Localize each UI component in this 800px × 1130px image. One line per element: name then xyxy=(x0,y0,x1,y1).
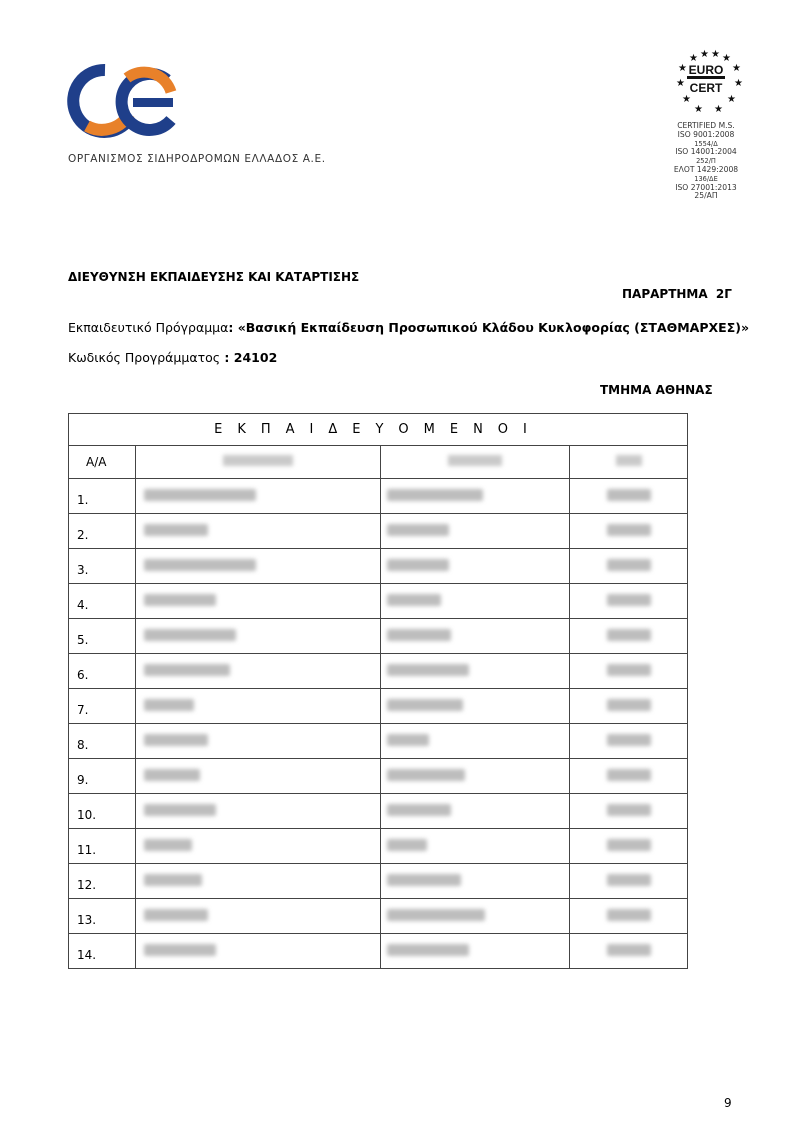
trainees-table xyxy=(68,413,688,969)
redaction-bar xyxy=(387,874,461,886)
redaction-bar xyxy=(387,699,463,711)
table-row xyxy=(69,794,688,829)
row-number-label: 1. xyxy=(77,493,89,507)
redaction-bar xyxy=(607,769,651,781)
redaction-bar xyxy=(387,664,469,676)
program-value: : «Βασική Εκπαίδευση Προσωπικού Κλάδου Κυκλοφορίας (ΣΤΑΘΜΑΡΧΕΣ)» xyxy=(228,320,750,335)
row-number-label: 8. xyxy=(77,738,89,752)
row-number-label: 6. xyxy=(77,668,89,682)
redacted-cell xyxy=(570,864,688,899)
redacted-cell xyxy=(136,759,381,794)
row-number xyxy=(69,584,136,619)
cert-line: ISO 14001:2004 xyxy=(675,147,737,157)
redacted-cell xyxy=(570,794,688,829)
redaction-bar xyxy=(144,629,236,641)
row-number-label: 10. xyxy=(77,808,97,822)
redacted-cell xyxy=(570,514,688,549)
redaction-bar xyxy=(144,874,202,886)
redacted-cell xyxy=(381,514,570,549)
eurocert-stars-badge-icon xyxy=(670,46,742,118)
redaction-bar xyxy=(387,804,451,816)
redaction-bar xyxy=(387,594,441,606)
redacted-cell xyxy=(570,759,688,794)
svg-text:CERT: CERT xyxy=(689,81,723,95)
row-number xyxy=(69,479,136,514)
redaction-bar xyxy=(387,559,449,571)
cert-line: CERTIFIED M.S. xyxy=(677,121,735,130)
redaction-bar xyxy=(607,839,651,851)
ose-logo-icon xyxy=(67,64,183,140)
column-header-redacted xyxy=(570,446,688,479)
row-number xyxy=(69,899,136,934)
redacted-cell xyxy=(570,829,688,864)
redacted-cell xyxy=(570,899,688,934)
redacted-cell xyxy=(570,479,688,514)
table-row xyxy=(69,864,688,899)
redaction-bar xyxy=(387,629,451,641)
redaction-bar xyxy=(144,594,216,606)
row-number-label: 3. xyxy=(77,563,89,577)
row-number-label: 13. xyxy=(77,913,97,927)
redaction-bar xyxy=(387,524,449,536)
table-row xyxy=(69,934,688,969)
program-code-label: Κωδικός Προγράμματος xyxy=(68,350,221,365)
table-row xyxy=(69,514,688,549)
table-row xyxy=(69,724,688,759)
redacted-cell xyxy=(381,619,570,654)
svg-text:★: ★ xyxy=(714,104,723,115)
table-row xyxy=(69,619,688,654)
redacted-cell xyxy=(381,829,570,864)
redacted-cell xyxy=(570,549,688,584)
cert-line: 136/ΔΕ xyxy=(694,174,718,183)
column-header-redacted xyxy=(381,446,570,479)
table-row xyxy=(69,479,688,514)
svg-text:★: ★ xyxy=(682,94,691,105)
redacted-cell xyxy=(570,689,688,724)
page-number: 9 xyxy=(724,1096,732,1110)
department-title: ΔΙΕΥΘΥΝΣΗ ΕΚΠΑΙΔΕΥΣΗΣ ΚΑΙ ΚΑΤΑΡΤΙΣΗΣ xyxy=(68,270,360,284)
program-code-value: : 24102 xyxy=(220,350,278,365)
redaction-bar xyxy=(144,769,200,781)
svg-text:EURO: EURO xyxy=(688,63,724,77)
column-header-redacted xyxy=(136,446,381,479)
svg-text:★: ★ xyxy=(694,104,703,115)
row-number-label: 11. xyxy=(77,843,97,857)
redacted-cell xyxy=(136,619,381,654)
certification-block xyxy=(664,46,748,201)
table-title: ΕΚΠΑΙΔΕΥΟΜΕΝΟΙ xyxy=(69,414,688,446)
redaction-bar xyxy=(607,664,651,676)
row-number xyxy=(69,549,136,584)
redaction-bar xyxy=(144,839,192,851)
redacted-cell xyxy=(136,829,381,864)
redacted-cell xyxy=(381,934,570,969)
redaction-bar xyxy=(607,699,651,711)
redacted-cell xyxy=(136,934,381,969)
redacted-cell xyxy=(136,549,381,584)
redaction-bar xyxy=(607,594,651,606)
redaction-bar xyxy=(387,734,429,746)
cert-line: ΕΛΟΤ 1429:2008 xyxy=(673,164,739,174)
redacted-cell xyxy=(136,724,381,759)
redacted-cell xyxy=(570,584,688,619)
redaction-bar xyxy=(607,489,651,501)
row-number xyxy=(69,689,136,724)
svg-text:★: ★ xyxy=(678,63,687,74)
program-code-line xyxy=(68,350,277,365)
redacted-cell xyxy=(136,794,381,829)
redacted-cell xyxy=(381,549,570,584)
row-number xyxy=(69,619,136,654)
redaction-bar xyxy=(607,909,651,921)
redaction-bar xyxy=(387,839,427,851)
cert-line: 25/ΑΠ xyxy=(694,191,718,201)
redaction-bar xyxy=(144,524,208,536)
svg-text:★: ★ xyxy=(689,53,698,64)
svg-text:★: ★ xyxy=(711,49,720,60)
row-number xyxy=(69,829,136,864)
svg-text:★: ★ xyxy=(722,53,731,64)
redacted-cell xyxy=(381,584,570,619)
row-number xyxy=(69,514,136,549)
redacted-cell xyxy=(381,864,570,899)
redaction-bar xyxy=(144,944,216,956)
redaction-bar xyxy=(607,629,651,641)
svg-text:★: ★ xyxy=(700,49,709,60)
redaction-bar xyxy=(144,804,216,816)
redacted-cell xyxy=(570,654,688,689)
row-number-label: 2. xyxy=(77,528,89,542)
redacted-cell xyxy=(136,864,381,899)
redaction-bar xyxy=(144,699,194,711)
redaction-bar xyxy=(387,944,469,956)
redacted-cell xyxy=(136,654,381,689)
redaction-bar xyxy=(607,874,651,886)
redaction-bar xyxy=(387,489,483,501)
program-label: Εκπαιδευτικό Πρόγραμμα xyxy=(68,320,229,335)
table-row xyxy=(69,899,688,934)
table-row xyxy=(69,759,688,794)
table-row xyxy=(69,829,688,864)
cert-line: ISO 27001:2013 xyxy=(675,182,737,192)
redacted-cell xyxy=(381,479,570,514)
row-number xyxy=(69,724,136,759)
cert-line: 1554/Δ xyxy=(694,139,718,148)
redacted-cell xyxy=(136,584,381,619)
redaction-bar xyxy=(607,944,651,956)
redaction-bar xyxy=(607,734,651,746)
row-number-label: 7. xyxy=(77,703,89,717)
redaction-bar xyxy=(387,909,485,921)
section-title: ΤΜΗΜΑ ΑΘΗΝΑΣ xyxy=(600,383,713,397)
cert-line: ISO 9001:2008 xyxy=(677,129,735,139)
row-number xyxy=(69,759,136,794)
redacted-cell xyxy=(381,654,570,689)
redacted-cell xyxy=(381,759,570,794)
redacted-cell xyxy=(570,934,688,969)
redaction-bar xyxy=(144,489,256,501)
organization-name: ΟΡΓΑΝΙΣΜΟΣ ΣΙΔΗΡΟΔΡΟΜΩΝ ΕΛΛΑΔΟΣ Α.Ε. xyxy=(68,153,326,165)
table-row xyxy=(69,689,688,724)
row-number xyxy=(69,934,136,969)
redacted-cell xyxy=(381,899,570,934)
redaction-bar xyxy=(144,734,208,746)
svg-text:★: ★ xyxy=(734,78,743,89)
annex-label: ΠΑΡΑΡΤΗΜΑ 2Γ xyxy=(622,287,732,301)
table-row xyxy=(69,654,688,689)
redaction-bar xyxy=(607,559,651,571)
row-number-label: 12. xyxy=(77,878,97,892)
table-row xyxy=(69,584,688,619)
row-number-label: 5. xyxy=(77,633,89,647)
row-number-label: 9. xyxy=(77,773,89,787)
redacted-cell xyxy=(136,689,381,724)
redaction-bar xyxy=(607,804,651,816)
redacted-cell xyxy=(381,794,570,829)
row-number-label: 4. xyxy=(77,598,89,612)
row-number xyxy=(69,864,136,899)
redaction-bar xyxy=(607,524,651,536)
redacted-cell xyxy=(570,724,688,759)
row-number xyxy=(69,794,136,829)
redacted-cell xyxy=(570,619,688,654)
redaction-bar xyxy=(387,769,465,781)
program-line xyxy=(68,320,749,335)
table-row xyxy=(69,549,688,584)
column-header-aa: Α/Α xyxy=(69,446,136,479)
redacted-cell xyxy=(381,724,570,759)
svg-text:★: ★ xyxy=(676,78,685,89)
redaction-bar xyxy=(144,909,208,921)
row-number-label: 14. xyxy=(77,948,97,962)
redacted-cell xyxy=(136,514,381,549)
redacted-cell xyxy=(136,479,381,514)
svg-text:★: ★ xyxy=(732,63,741,74)
svg-text:★: ★ xyxy=(727,94,736,105)
cert-line: 252/Π xyxy=(696,157,716,166)
redacted-cell xyxy=(381,689,570,724)
redacted-cell xyxy=(136,899,381,934)
row-number xyxy=(69,654,136,689)
redaction-bar xyxy=(144,559,256,571)
redaction-bar xyxy=(144,664,230,676)
